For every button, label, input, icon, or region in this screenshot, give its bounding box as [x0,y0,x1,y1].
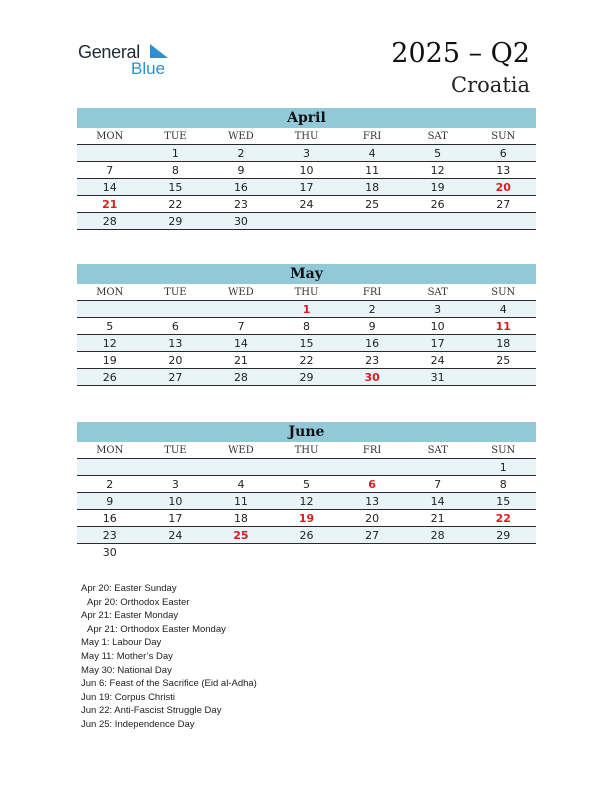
month-june [77,422,536,561]
day-cell: 23 [233,198,248,211]
day-cell: 21 [430,512,445,525]
week-row [77,301,536,318]
day-cell: 11 [365,164,380,177]
day-cell: 8 [499,478,507,491]
week-row [77,510,536,527]
day-cell: 11 [495,320,511,333]
holiday-note: Apr 20: Easter Sunday [81,583,177,594]
week-row [77,527,536,544]
day-cell: 17 [168,512,183,525]
week-row [77,544,536,561]
day-cell: 28 [430,529,445,542]
empty-day-cell [339,544,405,561]
day-cell: 1 [302,303,311,316]
week-row [77,318,536,335]
weekday-label: THU [294,445,319,456]
week-row [77,196,536,213]
day-cell: 9 [106,495,114,508]
weekday-label: THU [294,287,319,298]
day-cell: 14 [430,495,445,508]
logo-general-text: General [78,42,140,62]
day-cell: 29 [299,371,314,384]
holiday-list [81,582,257,732]
day-cell: 6 [499,147,507,160]
holiday-note: Jun 25: Independence Day [81,718,195,730]
day-cell: 31 [430,371,445,384]
day-cell: 4 [499,303,507,316]
day-cell: 26 [299,529,314,542]
day-cell: 9 [368,320,376,333]
holiday-note: Apr 20: Orthodox Easter [87,596,190,608]
week-row [77,352,536,369]
day-cell: 14 [233,337,248,350]
empty-day-cell [274,544,340,561]
month-title: May [77,264,536,284]
day-cell: 16 [365,337,380,350]
day-cell: 7 [237,320,245,333]
day-cell: 26 [430,198,445,211]
weekday-label: TUE [164,445,187,456]
week-row [77,335,536,352]
day-cell: 6 [171,320,179,333]
day-cell: 19 [102,354,117,367]
day-cell: 15 [299,337,314,350]
empty-day-cell [143,544,209,561]
weekday-label: FRI [362,287,382,298]
day-cell: 20 [495,181,511,194]
week-row [77,213,536,230]
day-cell: 2 [368,303,376,316]
weekday-label: MON [96,445,124,456]
day-cell: 3 [303,147,311,160]
day-cell: 7 [106,164,114,177]
day-cell: 12 [299,495,314,508]
day-cell: 27 [168,371,183,384]
weekday-label: SUN [491,131,516,142]
empty-day-cell [77,459,143,475]
week-row [77,162,536,179]
day-cell: 2 [237,147,245,160]
day-cell: 16 [233,181,248,194]
weekday-label: THU [294,131,319,142]
day-cell: 21 [233,354,248,367]
day-cell: 12 [430,164,445,177]
day-cell: 9 [237,164,245,177]
day-cell: 17 [299,181,314,194]
holiday-note: May 1: Labour Day [81,637,162,649]
empty-day-cell [208,301,274,317]
holiday-note: Jun 6: Feast of the Sacrifice (Eid al-Adha) [81,678,257,690]
day-cell: 13 [168,337,183,350]
day-cell: 25 [365,198,380,211]
day-cell: 19 [298,512,315,525]
empty-day-cell [77,145,143,161]
week-row [77,493,536,510]
day-cell: 13 [365,495,380,508]
day-cell: 10 [430,320,445,333]
day-cell: 7 [434,478,442,491]
day-cell: 24 [430,354,445,367]
month-april [77,108,536,230]
page-title: 2025 – Q2 [391,38,530,69]
weekday-header-row [77,128,536,145]
day-cell: 5 [303,478,311,491]
weekday-label: SAT [427,287,448,298]
day-cell: 28 [102,215,117,228]
day-cell: 10 [299,164,314,177]
day-cell: 20 [168,354,183,367]
day-cell: 22 [299,354,314,367]
empty-day-cell [143,301,209,317]
generalblue-logo [78,40,188,80]
day-cell: 15 [496,495,511,508]
empty-day-cell [208,544,274,561]
week-row [77,179,536,196]
weekday-header-row [77,442,536,459]
day-cell: 24 [168,529,183,542]
week-row [77,145,536,162]
empty-day-cell [470,369,536,385]
day-cell: 4 [237,478,245,491]
weekday-label: TUE [164,131,187,142]
empty-day-cell [339,459,405,475]
empty-day-cell [405,544,471,561]
logo-flag-icon [150,44,168,58]
empty-day-cell [77,301,143,317]
day-cell: 23 [365,354,380,367]
day-cell: 26 [102,371,117,384]
holiday-note: Jun 19: Corpus Christi [81,691,175,703]
empty-day-cell [274,213,340,229]
day-cell: 18 [496,337,511,350]
country-name: Croatia [451,73,530,97]
day-cell: 18 [233,512,248,525]
day-cell: 8 [171,164,179,177]
logo-blue-text: Blue [131,59,166,78]
day-cell: 1 [171,147,179,160]
month-title: April [77,108,536,128]
day-cell: 25 [233,529,249,542]
day-cell: 4 [368,147,376,160]
weekday-label: MON [96,131,124,142]
day-cell: 27 [365,529,380,542]
month-may [77,264,536,386]
day-cell: 20 [365,512,380,525]
day-cell: 29 [168,215,183,228]
week-row [77,459,536,476]
day-cell: 8 [303,320,311,333]
day-cell: 14 [102,181,117,194]
week-row [77,369,536,386]
day-cell: 3 [434,303,442,316]
weekday-label: FRI [362,131,382,142]
weekday-label: WED [228,287,254,298]
day-cell: 24 [299,198,314,211]
holiday-note: May 30: National Day [81,664,172,676]
day-cell: 19 [430,181,445,194]
empty-day-cell [470,544,536,561]
day-cell: 15 [168,181,183,194]
day-cell: 18 [365,181,380,194]
day-cell: 22 [495,512,511,525]
holiday-note: Apr 21: Orthodox Easter Monday [87,623,226,635]
weekday-label: SUN [491,287,516,298]
weekday-label: MON [96,287,124,298]
day-cell: 2 [106,478,114,491]
day-cell: 25 [496,354,511,367]
weekday-label: SAT [427,131,448,142]
day-cell: 22 [168,198,183,211]
weekday-label: SUN [491,445,516,456]
empty-day-cell [470,213,536,229]
empty-day-cell [339,213,405,229]
holiday-note: Jun 22: Anti-Fascist Struggle Day [81,705,222,717]
month-title: June [77,422,536,442]
day-cell: 5 [434,147,442,160]
day-cell: 10 [168,495,183,508]
day-cell: 13 [496,164,511,177]
day-cell: 16 [102,512,117,525]
week-row [77,476,536,493]
day-cell: 6 [368,478,376,491]
holiday-note: May 11: Mother’s Day [81,650,173,662]
day-cell: 27 [496,198,511,211]
empty-day-cell [405,213,471,229]
empty-day-cell [405,459,471,475]
weekday-label: SAT [427,445,448,456]
day-cell: 28 [233,371,248,384]
day-cell: 21 [102,198,118,211]
day-cell: 12 [102,337,117,350]
day-cell: 11 [233,495,248,508]
weekday-label: WED [228,445,254,456]
day-cell: 1 [499,461,507,474]
day-cell: 30 [233,215,248,228]
empty-day-cell [208,459,274,475]
empty-day-cell [274,459,340,475]
weekday-header-row [77,284,536,301]
weekday-label: FRI [362,445,382,456]
day-cell: 30 [364,371,380,384]
day-cell: 17 [430,337,445,350]
weekday-label: TUE [164,287,187,298]
day-cell: 30 [102,546,117,559]
weekday-label: WED [228,131,254,142]
day-cell: 29 [496,529,511,542]
empty-day-cell [143,459,209,475]
day-cell: 3 [171,478,179,491]
day-cell: 23 [102,529,117,542]
holiday-note: Apr 21: Easter Monday [81,610,179,622]
day-cell: 5 [106,320,114,333]
